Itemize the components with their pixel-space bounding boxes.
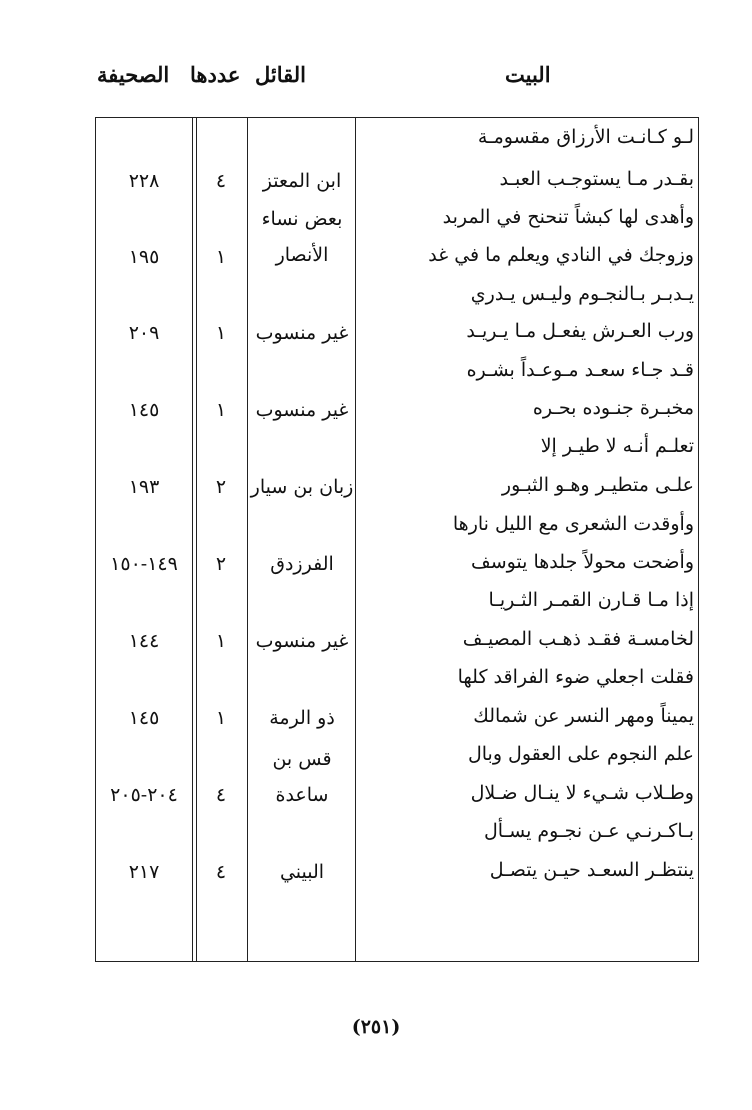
header-verse: البيت — [505, 62, 551, 87]
header-page: الصحيفة — [97, 62, 170, 87]
count-cell: ١ — [215, 707, 227, 729]
page-cell: ٢٢٨ — [128, 170, 160, 192]
page-cell: ١٤٤ — [128, 630, 160, 652]
poet-cell: قس بن — [272, 748, 332, 770]
page-cell: ١٤٥ — [128, 707, 160, 729]
verse-line: يميناً ومهر النسر عن شمالك — [473, 705, 694, 727]
count-cell: ١ — [215, 630, 227, 652]
verse-line: فقلت اجعلي ضوء الفراقد كلها — [457, 666, 694, 688]
page-cell: ١٩٣ — [128, 476, 160, 498]
verse-line: بـاكـرنـي عـن نجـوم يسـأل — [483, 820, 694, 842]
divider-verse-poet — [355, 117, 356, 962]
verse-line: وزوجك في النادي ويعلم ما في غد — [428, 244, 694, 266]
poet-cell: بعض نساء — [261, 208, 343, 230]
count-cell: ٤ — [215, 170, 227, 192]
divider-poet-count — [247, 117, 248, 962]
poet-cell: الفرزدق — [270, 553, 334, 575]
count-cell: ١ — [215, 246, 227, 268]
page-cell: ١٤٩-١٥٠ — [110, 553, 178, 575]
poet-cell: زبان بن سيار — [250, 476, 354, 498]
verse-line: علم النجوم على العقول وبال — [467, 743, 694, 765]
verse-line: إذا مـا قـارن القمـر الثـريـا — [488, 589, 694, 611]
page-cell: ١٩٥ — [128, 246, 160, 268]
verse-line: مخبـرة جنـوده بحـره — [532, 397, 694, 419]
verse-line: تعلـم أنـه لا طيـر إلا — [540, 435, 694, 457]
divider-count-page — [192, 117, 193, 962]
verse-line: بقـدر مـا يستوجـب العبـد — [499, 168, 694, 190]
count-cell: ٢ — [215, 476, 227, 498]
count-cell: ١ — [215, 399, 227, 421]
verse-line: ينتظـر السعـد حيـن يتصـل — [489, 859, 694, 881]
count-cell: ٤ — [215, 784, 227, 806]
page-cell: ٢٠٤-٢٠٥ — [110, 784, 178, 806]
page-cell: ٢١٧ — [128, 861, 160, 883]
header-count: عددها — [190, 62, 241, 87]
verse-line: قـد جـاء سعـد مـوعـداً بشـره — [466, 359, 694, 381]
poet-cell: غير منسوب — [255, 630, 349, 652]
verse-line: علـى متطيـر وهـو الثبـور — [501, 474, 694, 496]
poet-cell: البيني — [279, 861, 325, 883]
count-cell: ١ — [215, 322, 227, 344]
count-cell: ٢ — [215, 553, 227, 575]
verse-line: لخامسـة فقـد ذهـب المصيـف — [462, 628, 694, 650]
poet-cell: ساعدة — [275, 784, 329, 806]
verse-line: وأوقدت الشعرى مع الليل نارها — [452, 513, 694, 535]
page-cell: ١٤٥ — [128, 399, 160, 421]
verse-line: ورب العـرش يفعـل مـا يـريـد — [466, 320, 694, 342]
page-number: (٢٥١) — [351, 1016, 401, 1038]
page-cell: ٢٠٩ — [128, 322, 160, 344]
divider-count-page-double — [196, 117, 197, 962]
poet-cell: ابن المعتز — [262, 170, 342, 192]
poet-cell: غير منسوب — [255, 322, 349, 344]
poet-cell: غير منسوب — [255, 399, 349, 421]
verse-line: يـدبـر بـالنجـوم وليـس يـدري — [470, 283, 694, 305]
verse-line: لـو كـانـت الأرزاق مقسومـة — [477, 126, 694, 148]
poet-cell: ذو الرمة — [269, 707, 335, 729]
verse-line: وأضحت محولاً جلدها يتوسف — [471, 551, 694, 573]
count-cell: ٤ — [215, 861, 227, 883]
verse-line: وأهدى لها كبشاً تنحنح في المربد — [442, 206, 694, 228]
header-poet: القائل — [255, 62, 307, 87]
poet-cell: الأنصار — [275, 244, 329, 266]
verse-line: وطـلاب شـيء لا ينـال ضـلال — [470, 782, 694, 804]
